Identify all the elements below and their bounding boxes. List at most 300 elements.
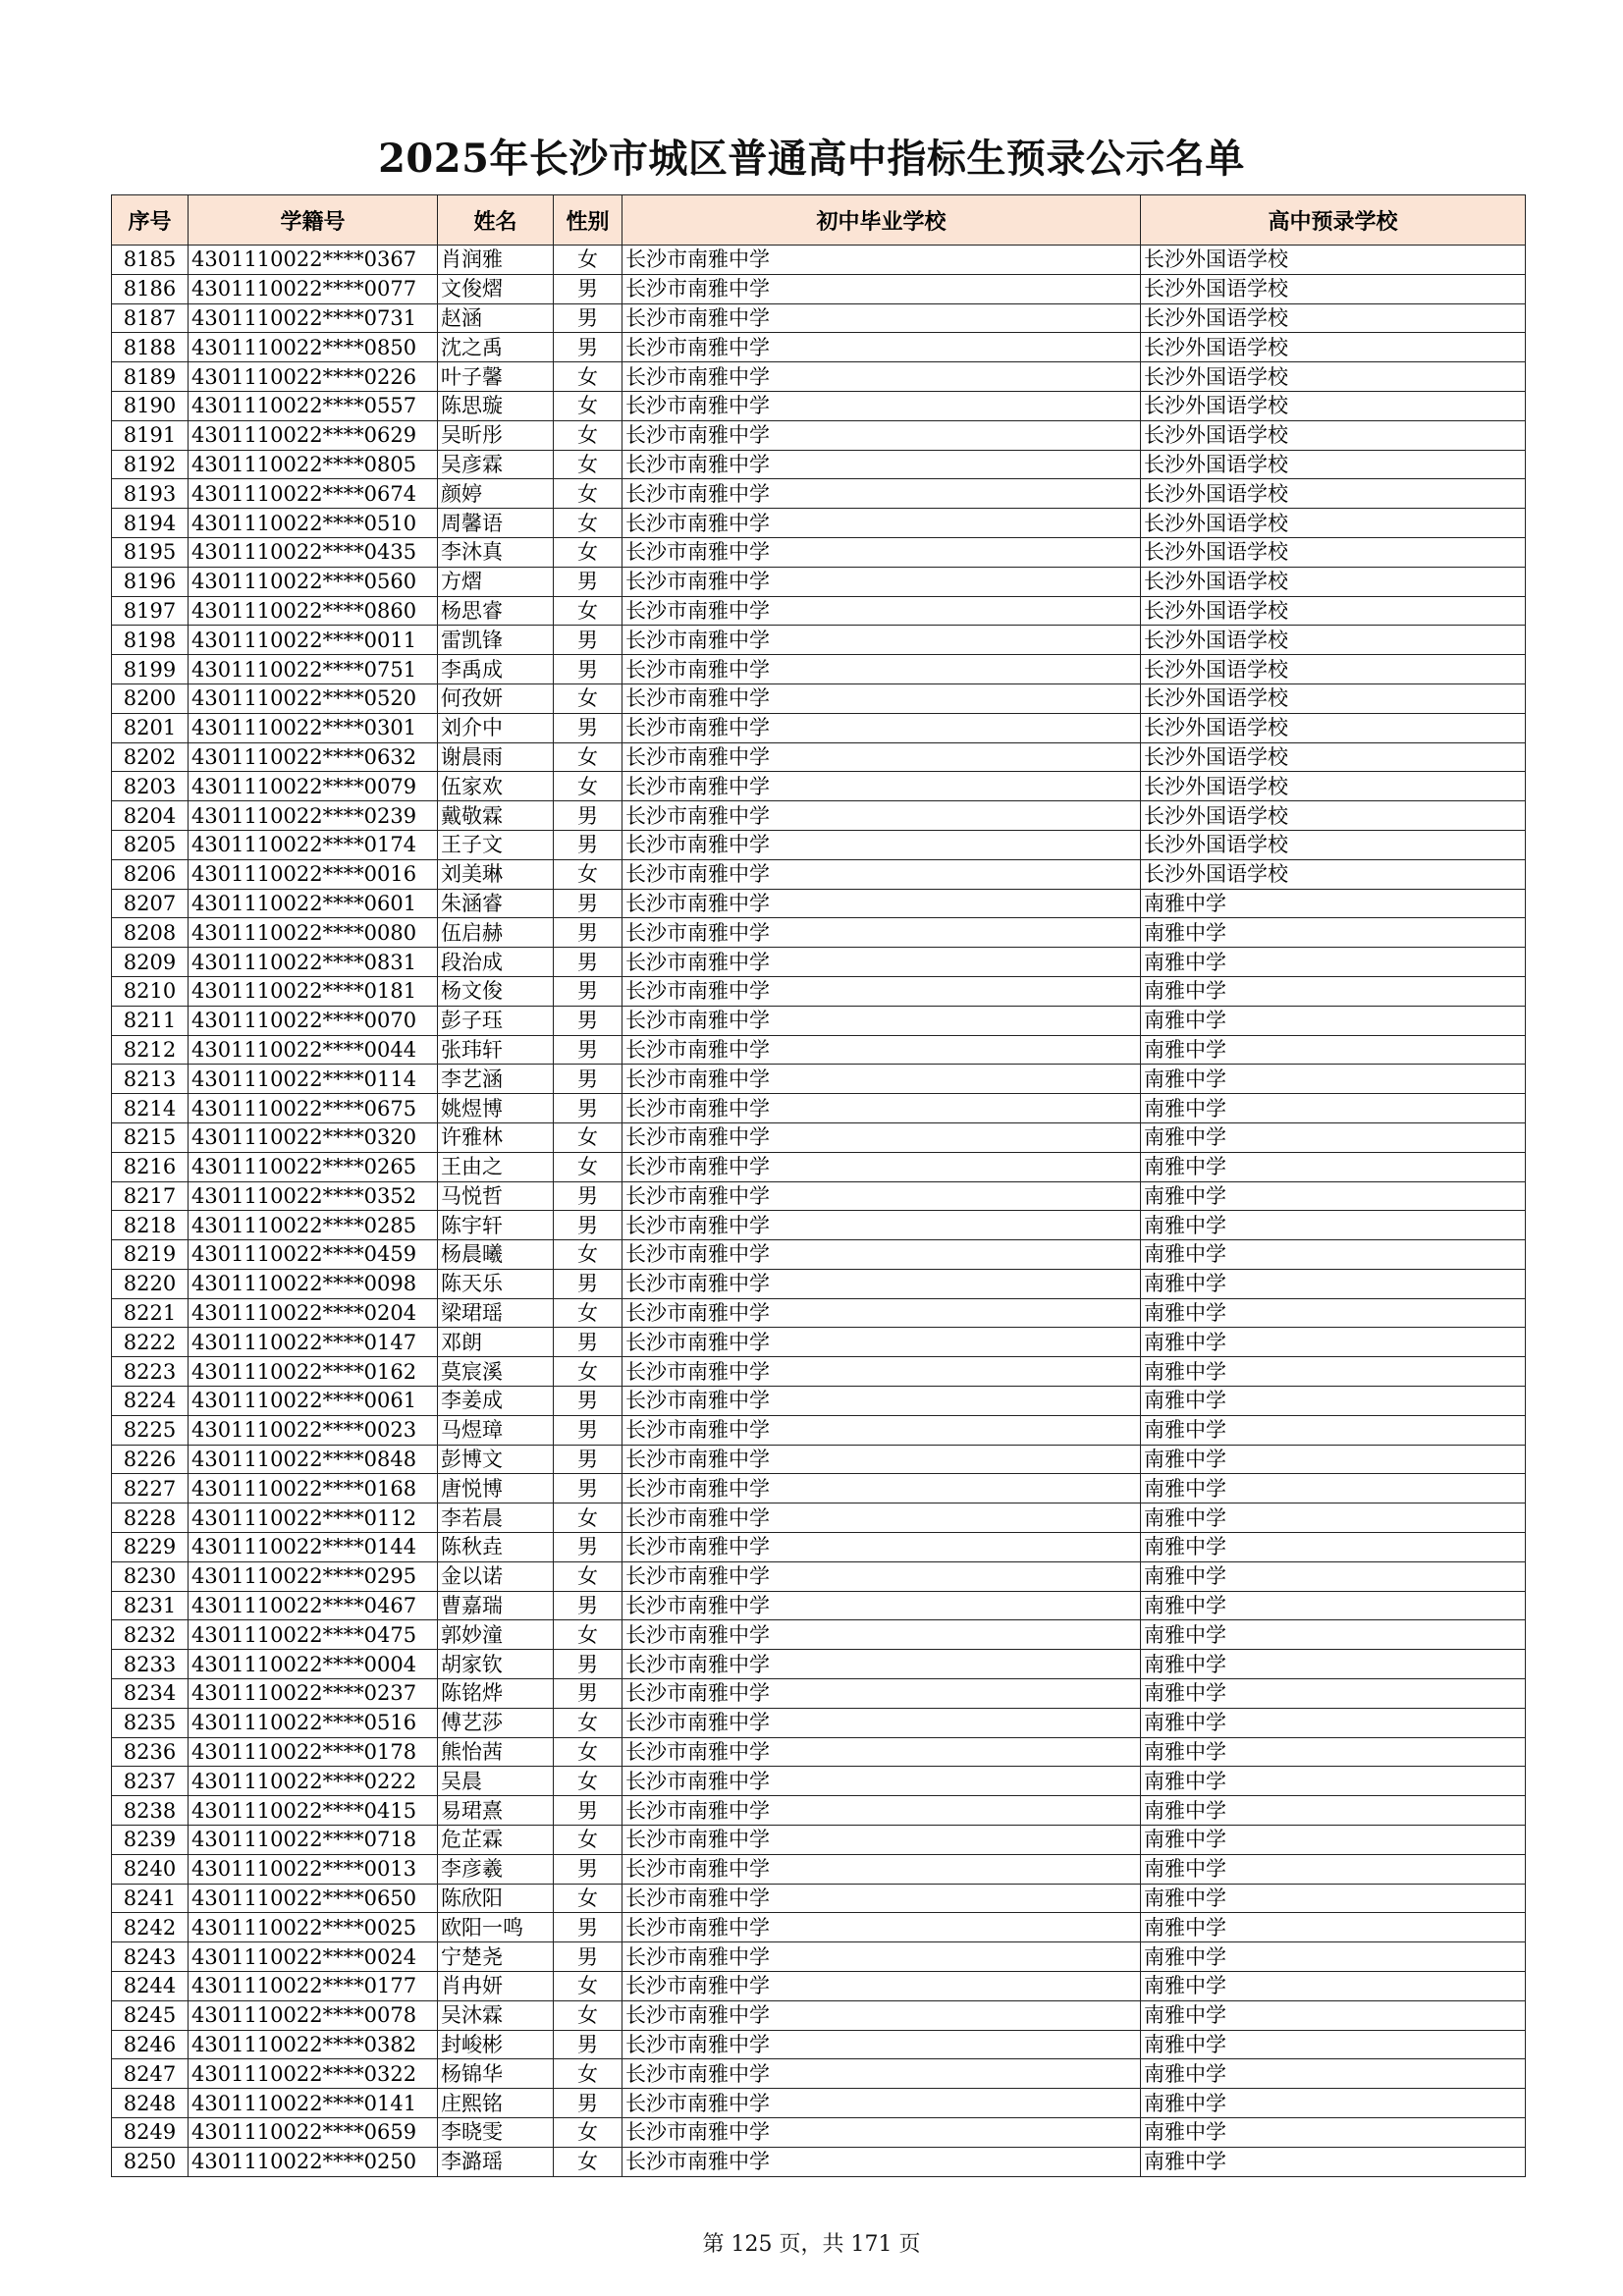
cell-high-school: 南雅中学 — [1141, 1679, 1526, 1709]
cell-middle-school: 长沙市南雅中学 — [622, 1854, 1141, 1884]
table-row — [112, 713, 1526, 742]
cell-gender: 女 — [554, 683, 622, 713]
cell-high-school: 南雅中学 — [1141, 1942, 1526, 1972]
cell-student-id: 4301110022****0078 — [189, 2000, 438, 2030]
cell-name: 何孜妍 — [438, 683, 554, 713]
cell-student-id: 4301110022****0557 — [189, 391, 438, 420]
cell-middle-school: 长沙市南雅中学 — [622, 362, 1141, 392]
cell-seq: 8199 — [112, 655, 189, 684]
cell-high-school: 南雅中学 — [1141, 1561, 1526, 1591]
cell-gender: 女 — [554, 596, 622, 626]
cell-middle-school: 长沙市南雅中学 — [622, 976, 1141, 1006]
cell-middle-school: 长沙市南雅中学 — [622, 1561, 1141, 1591]
cell-high-school: 长沙外国语学校 — [1141, 450, 1526, 479]
cell-high-school: 南雅中学 — [1141, 948, 1526, 977]
cell-high-school: 南雅中学 — [1141, 889, 1526, 918]
cell-high-school: 长沙外国语学校 — [1141, 713, 1526, 742]
cell-middle-school: 长沙市南雅中学 — [622, 683, 1141, 713]
cell-high-school: 南雅中学 — [1141, 1240, 1526, 1270]
cell-seq: 8189 — [112, 362, 189, 392]
cell-name: 肖冉妍 — [438, 1972, 554, 2001]
cell-high-school: 南雅中学 — [1141, 1913, 1526, 1942]
cell-middle-school: 长沙市南雅中学 — [622, 713, 1141, 742]
cell-student-id: 4301110022****0629 — [189, 420, 438, 450]
cell-name: 伍启赫 — [438, 918, 554, 948]
cell-gender: 男 — [554, 1094, 622, 1123]
cell-high-school: 长沙外国语学校 — [1141, 859, 1526, 889]
table-row — [112, 1620, 1526, 1650]
table-row — [112, 1006, 1526, 1035]
cell-student-id: 4301110022****0178 — [189, 1737, 438, 1767]
cell-student-id: 4301110022****0475 — [189, 1620, 438, 1650]
cell-seq: 8222 — [112, 1328, 189, 1357]
cell-name: 傅艺莎 — [438, 1708, 554, 1737]
cell-student-id: 4301110022****0650 — [189, 1884, 438, 1913]
cell-seq: 8197 — [112, 596, 189, 626]
cell-seq: 8219 — [112, 1240, 189, 1270]
cell-high-school: 长沙外国语学校 — [1141, 772, 1526, 801]
cell-high-school: 南雅中学 — [1141, 1767, 1526, 1796]
cell-high-school: 南雅中学 — [1141, 1650, 1526, 1679]
cell-middle-school: 长沙市南雅中学 — [622, 1094, 1141, 1123]
table-row — [112, 1152, 1526, 1181]
cell-student-id: 4301110022****0367 — [189, 246, 438, 275]
cell-high-school: 南雅中学 — [1141, 1708, 1526, 1737]
cell-student-id: 4301110022****0061 — [189, 1387, 438, 1416]
cell-middle-school: 长沙市南雅中学 — [622, 537, 1141, 567]
cell-gender: 女 — [554, 246, 622, 275]
table-row — [112, 1211, 1526, 1240]
cell-gender: 男 — [554, 948, 622, 977]
cell-name: 胡家钦 — [438, 1650, 554, 1679]
cell-gender: 女 — [554, 509, 622, 538]
cell-middle-school: 长沙市南雅中学 — [622, 772, 1141, 801]
cell-middle-school: 长沙市南雅中学 — [622, 596, 1141, 626]
cell-seq: 8233 — [112, 1650, 189, 1679]
cell-high-school: 长沙外国语学校 — [1141, 479, 1526, 509]
cell-name: 周馨语 — [438, 509, 554, 538]
cell-name: 郭妙潼 — [438, 1620, 554, 1650]
cell-name: 李彦羲 — [438, 1854, 554, 1884]
cell-high-school: 南雅中学 — [1141, 1474, 1526, 1503]
cell-middle-school: 长沙市南雅中学 — [622, 2147, 1141, 2176]
table-row — [112, 1561, 1526, 1591]
cell-middle-school: 长沙市南雅中学 — [622, 1211, 1141, 1240]
cell-name: 颜婷 — [438, 479, 554, 509]
cell-seq: 8225 — [112, 1415, 189, 1445]
cell-high-school: 南雅中学 — [1141, 1006, 1526, 1035]
cell-gender: 女 — [554, 420, 622, 450]
cell-name: 王子文 — [438, 830, 554, 859]
table-row — [112, 1240, 1526, 1270]
cell-seq: 8198 — [112, 626, 189, 655]
cell-student-id: 4301110022****0718 — [189, 1826, 438, 1855]
column-header-middle-school: 初中毕业学校 — [622, 195, 1141, 246]
table-row — [112, 683, 1526, 713]
cell-seq: 8191 — [112, 420, 189, 450]
cell-high-school: 长沙外国语学校 — [1141, 274, 1526, 303]
cell-gender: 男 — [554, 889, 622, 918]
cell-seq: 8213 — [112, 1065, 189, 1094]
cell-seq: 8240 — [112, 1854, 189, 1884]
cell-name: 伍家欢 — [438, 772, 554, 801]
cell-name: 欧阳一鸣 — [438, 1913, 554, 1942]
cell-name: 李姜成 — [438, 1387, 554, 1416]
cell-name: 莫宸溪 — [438, 1357, 554, 1387]
cell-student-id: 4301110022****0848 — [189, 1445, 438, 1474]
cell-middle-school: 长沙市南雅中学 — [622, 948, 1141, 977]
cell-middle-school: 长沙市南雅中学 — [622, 1240, 1141, 1270]
table-row — [112, 1767, 1526, 1796]
cell-student-id: 4301110022****0285 — [189, 1211, 438, 1240]
cell-high-school: 南雅中学 — [1141, 1122, 1526, 1152]
cell-name: 邓朗 — [438, 1328, 554, 1357]
cell-name: 李潞瑶 — [438, 2147, 554, 2176]
table-row — [112, 2089, 1526, 2118]
table-row — [112, 830, 1526, 859]
cell-middle-school: 长沙市南雅中学 — [622, 450, 1141, 479]
cell-gender: 男 — [554, 918, 622, 948]
cell-seq: 8224 — [112, 1387, 189, 1416]
table-row — [112, 1942, 1526, 1972]
cell-high-school: 南雅中学 — [1141, 1854, 1526, 1884]
table-row — [112, 1650, 1526, 1679]
cell-student-id: 4301110022****0675 — [189, 1094, 438, 1123]
cell-high-school: 南雅中学 — [1141, 1094, 1526, 1123]
table-row — [112, 479, 1526, 509]
cell-gender: 男 — [554, 1387, 622, 1416]
cell-high-school: 南雅中学 — [1141, 1298, 1526, 1328]
cell-student-id: 4301110022****0024 — [189, 1942, 438, 1972]
cell-student-id: 4301110022****0226 — [189, 362, 438, 392]
cell-middle-school: 长沙市南雅中学 — [622, 1035, 1141, 1065]
cell-seq: 8208 — [112, 918, 189, 948]
cell-gender: 女 — [554, 1620, 622, 1650]
cell-high-school: 长沙外国语学校 — [1141, 333, 1526, 362]
cell-high-school: 南雅中学 — [1141, 2059, 1526, 2089]
table-row — [112, 1094, 1526, 1123]
cell-student-id: 4301110022****0181 — [189, 976, 438, 1006]
cell-student-id: 4301110022****0850 — [189, 333, 438, 362]
cell-middle-school: 长沙市南雅中学 — [622, 2059, 1141, 2089]
cell-gender: 男 — [554, 801, 622, 831]
cell-seq: 8243 — [112, 1942, 189, 1972]
cell-high-school: 长沙外国语学校 — [1141, 303, 1526, 333]
cell-seq: 8201 — [112, 713, 189, 742]
cell-middle-school: 长沙市南雅中学 — [622, 1269, 1141, 1298]
cell-gender: 女 — [554, 1826, 622, 1855]
cell-gender: 女 — [554, 1561, 622, 1591]
column-header-name: 姓名 — [438, 195, 554, 246]
cell-seq: 8223 — [112, 1357, 189, 1387]
cell-gender: 男 — [554, 2089, 622, 2118]
cell-middle-school: 长沙市南雅中学 — [622, 1708, 1141, 1737]
table-row — [112, 391, 1526, 420]
cell-seq: 8237 — [112, 1767, 189, 1796]
cell-gender: 男 — [554, 2030, 622, 2059]
cell-name: 许雅林 — [438, 1122, 554, 1152]
table-row — [112, 859, 1526, 889]
cell-high-school: 南雅中学 — [1141, 1065, 1526, 1094]
cell-middle-school: 长沙市南雅中学 — [622, 1796, 1141, 1826]
cell-student-id: 4301110022****0023 — [189, 1415, 438, 1445]
admission-table — [111, 194, 1526, 2177]
cell-name: 沈之禹 — [438, 333, 554, 362]
cell-gender: 女 — [554, 479, 622, 509]
cell-high-school: 南雅中学 — [1141, 1884, 1526, 1913]
cell-seq: 8212 — [112, 1035, 189, 1065]
table-row — [112, 742, 1526, 772]
cell-student-id: 4301110022****0098 — [189, 1269, 438, 1298]
cell-name: 张玮轩 — [438, 1035, 554, 1065]
cell-high-school: 南雅中学 — [1141, 1445, 1526, 1474]
cell-name: 李禹成 — [438, 655, 554, 684]
cell-gender: 男 — [554, 1006, 622, 1035]
cell-student-id: 4301110022****0805 — [189, 450, 438, 479]
cell-middle-school: 长沙市南雅中学 — [622, 246, 1141, 275]
table-row — [112, 976, 1526, 1006]
cell-name: 赵涵 — [438, 303, 554, 333]
cell-name: 吴沐霖 — [438, 2000, 554, 2030]
cell-gender: 男 — [554, 1474, 622, 1503]
table-body — [112, 246, 1526, 2177]
cell-name: 王由之 — [438, 1152, 554, 1181]
cell-name: 易珺熹 — [438, 1796, 554, 1826]
cell-gender: 男 — [554, 1854, 622, 1884]
cell-seq: 8205 — [112, 830, 189, 859]
cell-middle-school: 长沙市南雅中学 — [622, 1445, 1141, 1474]
cell-high-school: 南雅中学 — [1141, 1328, 1526, 1357]
cell-seq: 8193 — [112, 479, 189, 509]
cell-middle-school: 长沙市南雅中学 — [622, 1767, 1141, 1796]
cell-student-id: 4301110022****0459 — [189, 1240, 438, 1270]
cell-seq: 8234 — [112, 1679, 189, 1709]
cell-student-id: 4301110022****0177 — [189, 1972, 438, 2001]
table-row — [112, 1298, 1526, 1328]
cell-seq: 8203 — [112, 772, 189, 801]
cell-student-id: 4301110022****0295 — [189, 1561, 438, 1591]
cell-name: 杨锦华 — [438, 2059, 554, 2089]
cell-middle-school: 长沙市南雅中学 — [622, 1913, 1141, 1942]
cell-middle-school: 长沙市南雅中学 — [622, 479, 1141, 509]
cell-gender: 女 — [554, 1122, 622, 1152]
cell-gender: 男 — [554, 1796, 622, 1826]
cell-seq: 8196 — [112, 567, 189, 596]
cell-student-id: 4301110022****0222 — [189, 1767, 438, 1796]
cell-middle-school: 长沙市南雅中学 — [622, 1328, 1141, 1357]
cell-high-school: 南雅中学 — [1141, 1387, 1526, 1416]
cell-gender: 女 — [554, 1972, 622, 2001]
cell-seq: 8228 — [112, 1503, 189, 1533]
cell-middle-school: 长沙市南雅中学 — [622, 1650, 1141, 1679]
cell-name: 段治成 — [438, 948, 554, 977]
table-row — [112, 1415, 1526, 1445]
cell-name: 封峻彬 — [438, 2030, 554, 2059]
table-row — [112, 1913, 1526, 1942]
cell-gender: 女 — [554, 1737, 622, 1767]
cell-student-id: 4301110022****0516 — [189, 1708, 438, 1737]
page-number: 第 125 页，共 171 页 — [702, 2232, 921, 2257]
cell-middle-school: 长沙市南雅中学 — [622, 1884, 1141, 1913]
cell-middle-school: 长沙市南雅中学 — [622, 1006, 1141, 1035]
cell-middle-school: 长沙市南雅中学 — [622, 1122, 1141, 1152]
table-row — [112, 918, 1526, 948]
document-title: 2025年长沙市城区普通高中指标生预录公示名单 — [378, 136, 1245, 182]
cell-seq: 8229 — [112, 1533, 189, 1562]
cell-seq: 8210 — [112, 976, 189, 1006]
cell-gender: 男 — [554, 333, 622, 362]
cell-seq: 8216 — [112, 1152, 189, 1181]
cell-middle-school: 长沙市南雅中学 — [622, 1503, 1141, 1533]
cell-student-id: 4301110022****0114 — [189, 1065, 438, 1094]
cell-name: 朱涵睿 — [438, 889, 554, 918]
table-row — [112, 1122, 1526, 1152]
cell-seq: 8200 — [112, 683, 189, 713]
cell-student-id: 4301110022****0025 — [189, 1913, 438, 1942]
table-row — [112, 1737, 1526, 1767]
cell-high-school: 南雅中学 — [1141, 1152, 1526, 1181]
table-row — [112, 2147, 1526, 2176]
cell-name: 陈宇轩 — [438, 1211, 554, 1240]
cell-name: 刘介中 — [438, 713, 554, 742]
cell-middle-school: 长沙市南雅中学 — [622, 1942, 1141, 1972]
cell-gender: 男 — [554, 1942, 622, 1972]
table-row — [112, 537, 1526, 567]
cell-high-school: 南雅中学 — [1141, 1826, 1526, 1855]
table-row — [112, 362, 1526, 392]
cell-high-school: 南雅中学 — [1141, 1796, 1526, 1826]
table-row — [112, 246, 1526, 275]
cell-high-school: 南雅中学 — [1141, 918, 1526, 948]
cell-student-id: 4301110022****0415 — [189, 1796, 438, 1826]
cell-gender: 女 — [554, 1357, 622, 1387]
cell-seq: 8241 — [112, 1884, 189, 1913]
table-row — [112, 1035, 1526, 1065]
cell-gender: 女 — [554, 1152, 622, 1181]
cell-student-id: 4301110022****0011 — [189, 626, 438, 655]
cell-name: 杨思睿 — [438, 596, 554, 626]
cell-high-school: 长沙外国语学校 — [1141, 391, 1526, 420]
cell-name: 吴昕彤 — [438, 420, 554, 450]
cell-middle-school: 长沙市南雅中学 — [622, 1737, 1141, 1767]
table-row — [112, 1503, 1526, 1533]
cell-seq: 8204 — [112, 801, 189, 831]
cell-name: 杨文俊 — [438, 976, 554, 1006]
cell-student-id: 4301110022****0016 — [189, 859, 438, 889]
cell-seq: 8249 — [112, 2118, 189, 2148]
cell-high-school: 长沙外国语学校 — [1141, 362, 1526, 392]
cell-gender: 男 — [554, 1181, 622, 1211]
cell-name: 李沐真 — [438, 537, 554, 567]
cell-gender: 女 — [554, 1884, 622, 1913]
cell-gender: 男 — [554, 1445, 622, 1474]
cell-high-school: 南雅中学 — [1141, 1211, 1526, 1240]
table-row — [112, 2118, 1526, 2148]
cell-name: 彭博文 — [438, 1445, 554, 1474]
cell-seq: 8246 — [112, 2030, 189, 2059]
cell-name: 刘美琳 — [438, 859, 554, 889]
cell-seq: 8194 — [112, 509, 189, 538]
cell-gender: 男 — [554, 976, 622, 1006]
table-row — [112, 567, 1526, 596]
cell-middle-school: 长沙市南雅中学 — [622, 1298, 1141, 1328]
cell-high-school: 南雅中学 — [1141, 1503, 1526, 1533]
cell-student-id: 4301110022****0520 — [189, 683, 438, 713]
cell-seq: 8232 — [112, 1620, 189, 1650]
cell-seq: 8209 — [112, 948, 189, 977]
cell-seq: 8231 — [112, 1591, 189, 1620]
cell-student-id: 4301110022****0013 — [189, 1854, 438, 1884]
table-row — [112, 1679, 1526, 1709]
cell-name: 李艺涵 — [438, 1065, 554, 1094]
cell-middle-school: 长沙市南雅中学 — [622, 1387, 1141, 1416]
cell-student-id: 4301110022****0510 — [189, 509, 438, 538]
cell-seq: 8195 — [112, 537, 189, 567]
cell-student-id: 4301110022****0831 — [189, 948, 438, 977]
cell-gender: 男 — [554, 1679, 622, 1709]
table-row — [112, 274, 1526, 303]
cell-student-id: 4301110022****0004 — [189, 1650, 438, 1679]
cell-gender: 男 — [554, 830, 622, 859]
cell-student-id: 4301110022****0751 — [189, 655, 438, 684]
cell-seq: 8188 — [112, 333, 189, 362]
cell-high-school: 南雅中学 — [1141, 1620, 1526, 1650]
table-header-row — [112, 195, 1526, 246]
cell-name: 金以诺 — [438, 1561, 554, 1591]
cell-middle-school: 长沙市南雅中学 — [622, 1826, 1141, 1855]
cell-high-school: 南雅中学 — [1141, 1035, 1526, 1065]
cell-student-id: 4301110022****0168 — [189, 1474, 438, 1503]
cell-student-id: 4301110022****0731 — [189, 303, 438, 333]
cell-middle-school: 长沙市南雅中学 — [622, 2089, 1141, 2118]
cell-student-id: 4301110022****0174 — [189, 830, 438, 859]
cell-high-school: 长沙外国语学校 — [1141, 420, 1526, 450]
cell-student-id: 4301110022****0112 — [189, 1503, 438, 1533]
cell-name: 陈秋垚 — [438, 1533, 554, 1562]
cell-high-school: 长沙外国语学校 — [1141, 683, 1526, 713]
column-header-high-school: 高中预录学校 — [1141, 195, 1526, 246]
cell-gender: 女 — [554, 742, 622, 772]
cell-seq: 8245 — [112, 2000, 189, 2030]
cell-student-id: 4301110022****0070 — [189, 1006, 438, 1035]
cell-student-id: 4301110022****0144 — [189, 1533, 438, 1562]
cell-student-id: 4301110022****0265 — [189, 1152, 438, 1181]
cell-student-id: 4301110022****0435 — [189, 537, 438, 567]
cell-high-school: 南雅中学 — [1141, 2000, 1526, 2030]
cell-high-school: 南雅中学 — [1141, 1269, 1526, 1298]
table-row — [112, 450, 1526, 479]
cell-seq: 8227 — [112, 1474, 189, 1503]
cell-name: 危芷霖 — [438, 1826, 554, 1855]
cell-seq: 8187 — [112, 303, 189, 333]
cell-seq: 8211 — [112, 1006, 189, 1035]
cell-middle-school: 长沙市南雅中学 — [622, 1972, 1141, 2001]
cell-gender: 男 — [554, 274, 622, 303]
cell-middle-school: 长沙市南雅中学 — [622, 742, 1141, 772]
cell-gender: 男 — [554, 1065, 622, 1094]
cell-student-id: 4301110022****0162 — [189, 1357, 438, 1387]
cell-gender: 男 — [554, 1913, 622, 1942]
cell-middle-school: 长沙市南雅中学 — [622, 1065, 1141, 1094]
cell-name: 马煜璋 — [438, 1415, 554, 1445]
cell-middle-school: 长沙市南雅中学 — [622, 509, 1141, 538]
cell-high-school: 长沙外国语学校 — [1141, 596, 1526, 626]
table-row — [112, 655, 1526, 684]
cell-high-school: 长沙外国语学校 — [1141, 509, 1526, 538]
cell-name: 谢晨雨 — [438, 742, 554, 772]
cell-seq: 8250 — [112, 2147, 189, 2176]
cell-gender: 男 — [554, 567, 622, 596]
